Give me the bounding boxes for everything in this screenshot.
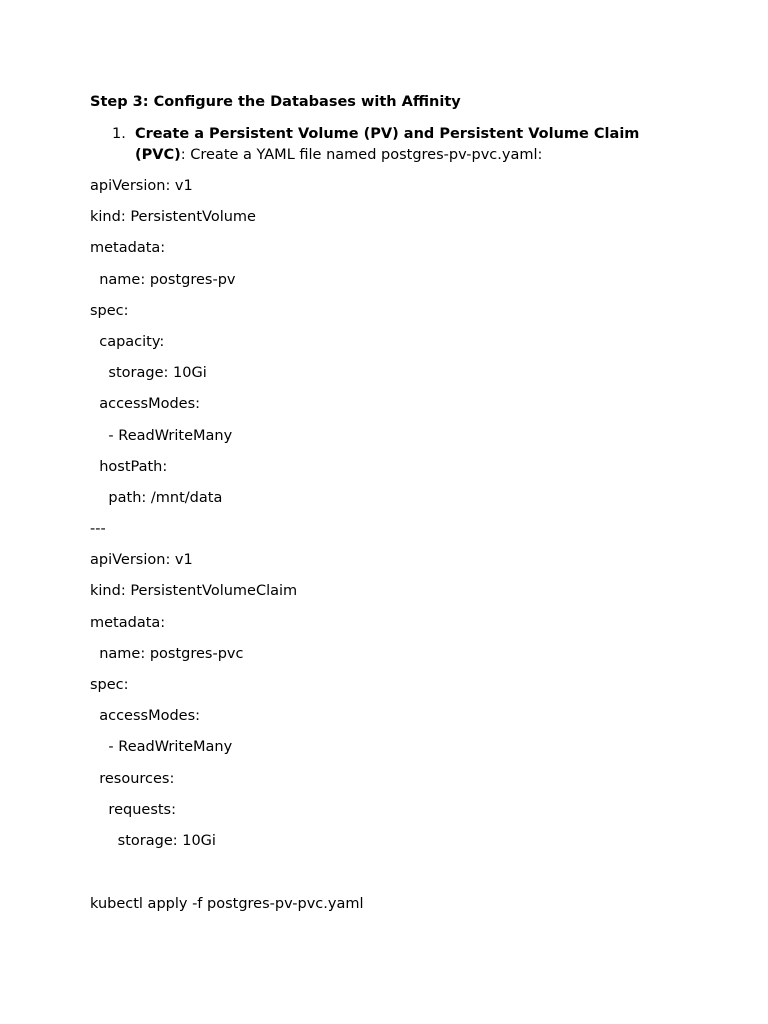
blank-line xyxy=(90,862,690,894)
yaml-line: name: postgres-pv xyxy=(90,271,236,288)
yaml-line: storage: 10Gi xyxy=(90,832,216,849)
numbered-list xyxy=(90,124,690,166)
yaml-line: apiVersion: v1 xyxy=(90,178,193,194)
list-number: 1. xyxy=(112,126,126,142)
yaml-line: - ReadWriteMany xyxy=(90,427,233,444)
section-heading: Step 3: Configure the Databases with Affinity xyxy=(90,94,461,110)
yaml-line: requests: xyxy=(90,801,176,818)
yaml-line: spec: xyxy=(90,302,129,319)
list-item-text: : Create a YAML file named postgres-pv-pvc.yaml: xyxy=(180,147,543,163)
yaml-line: accessModes: xyxy=(90,396,201,413)
yaml-line: apiVersion: v1 xyxy=(90,552,193,569)
list-item-bold-text: Create a Persistent Volume (PV) and Persistent Volume Claim (PVC) xyxy=(135,126,640,163)
yaml-line: metadata: xyxy=(90,240,166,257)
yaml-line: storage: 10Gi xyxy=(90,365,207,382)
yaml-line: kind: PersistentVolumeClaim xyxy=(90,583,298,600)
document-page xyxy=(90,92,690,925)
yaml-line: spec: xyxy=(90,677,129,693)
yaml-line: resources: xyxy=(90,770,175,787)
yaml-line: capacity: xyxy=(90,333,165,350)
yaml-line: name: postgres-pvc xyxy=(90,645,244,662)
yaml-line: accessModes: xyxy=(90,708,201,725)
yaml-separator: --- xyxy=(90,521,106,538)
yaml-content xyxy=(90,176,690,925)
yaml-line: hostPath: xyxy=(90,458,168,475)
yaml-line: kind: PersistentVolume xyxy=(90,209,256,226)
yaml-line: metadata: xyxy=(90,614,166,631)
command-line: kubectl apply -f postgres-pv-pvc.yaml xyxy=(90,895,364,912)
yaml-line: path: /mnt/data xyxy=(90,489,223,506)
list-item xyxy=(90,124,690,166)
yaml-line: - ReadWriteMany xyxy=(90,739,233,756)
